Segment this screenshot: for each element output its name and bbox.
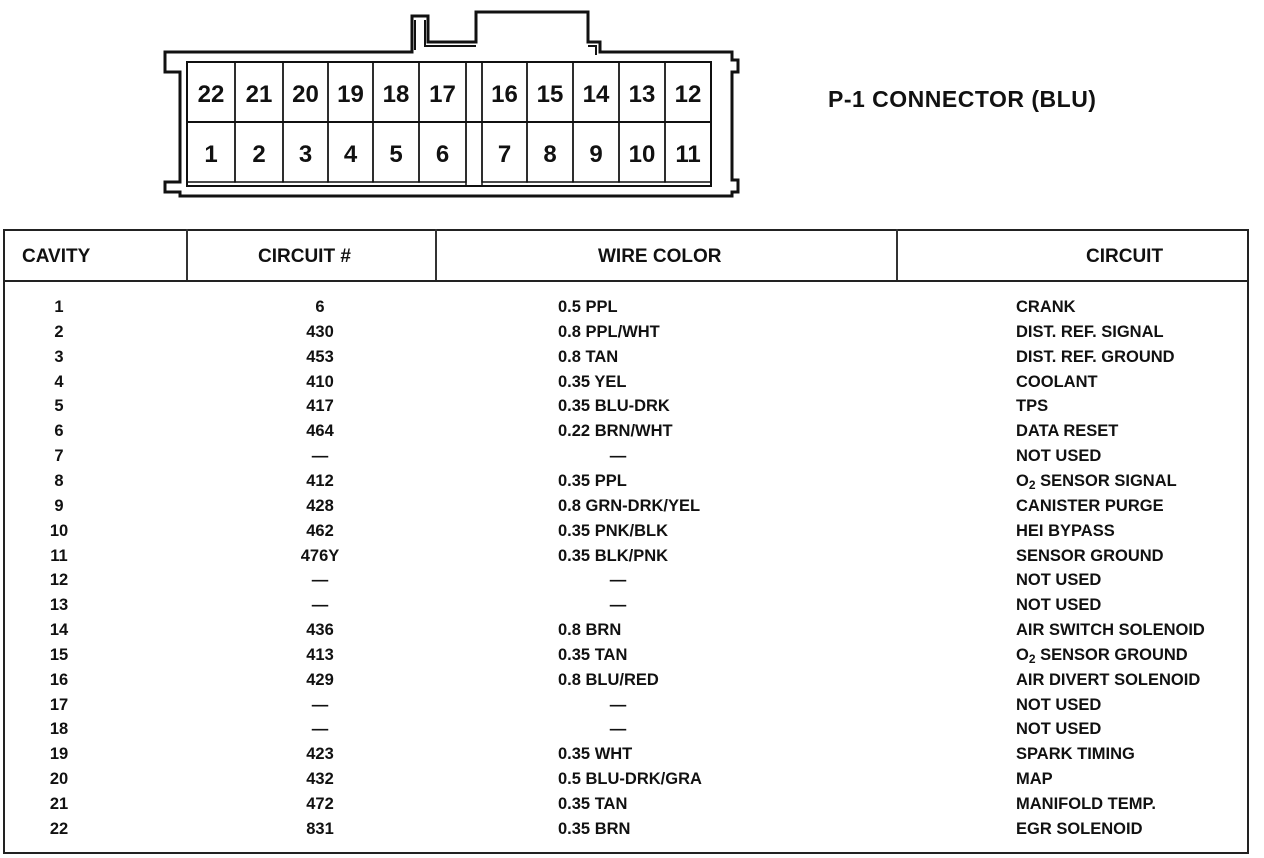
cell-circuit: SENSOR GROUND xyxy=(1016,546,1164,565)
cell-cavity: 15 xyxy=(49,645,69,664)
cell-cavity: 10 xyxy=(49,521,69,540)
table-row xyxy=(3,670,1249,695)
cell-cavity: 19 xyxy=(49,745,69,764)
header-circuit: CIRCUIT xyxy=(1086,246,1164,267)
table-row xyxy=(3,347,1249,372)
cell-circuit: TPS xyxy=(1016,397,1049,416)
cell-circuit-number: — xyxy=(311,447,329,466)
cell-circuit-number: 423 xyxy=(306,745,334,764)
cell-wire-color: 0.35 BRN xyxy=(558,819,631,838)
pin-number: 14 xyxy=(582,81,610,108)
pin-number: 6 xyxy=(435,141,450,168)
cell-wire-color: — xyxy=(609,695,627,714)
pin-number: 16 xyxy=(491,81,518,108)
pin-number: 5 xyxy=(389,141,403,168)
cell-circuit-number: 432 xyxy=(306,770,334,789)
table-row xyxy=(3,645,1249,670)
cell-circuit: HEI BYPASS xyxy=(1016,521,1115,540)
cell-wire-color: 0.35 PNK/BLK xyxy=(558,521,669,540)
cell-wire-color: 0.35 PPL xyxy=(558,471,627,490)
table-row xyxy=(3,521,1249,546)
table-row xyxy=(3,496,1249,521)
header-divider xyxy=(186,229,188,281)
cell-wire-color: 0.8 PPL/WHT xyxy=(558,322,660,341)
cell-circuit: SPARK TIMING xyxy=(1016,745,1135,764)
cell-circuit: EGR SOLENOID xyxy=(1016,819,1143,838)
pin-number: 18 xyxy=(382,81,410,108)
pin-number: 15 xyxy=(536,81,564,108)
cell-wire-color: 0.8 BLU/RED xyxy=(558,670,659,689)
table-row xyxy=(3,297,1249,322)
cell-circuit: MAP xyxy=(1016,770,1053,789)
table-row xyxy=(3,570,1249,595)
cell-wire-color: 0.35 TAN xyxy=(558,795,628,813)
cell-wire-color: — xyxy=(609,596,627,615)
cell-circuit-number: 476Y xyxy=(300,546,340,565)
cell-circuit-number: 412 xyxy=(306,471,334,490)
cell-circuit: NOT USED xyxy=(1016,720,1102,739)
cell-wire-color: 0.8 BRN xyxy=(558,621,622,640)
cell-wire-color: 0.35 YEL xyxy=(558,372,627,391)
pin-number: 21 xyxy=(245,81,273,108)
cell-wire-color: — xyxy=(609,571,627,590)
header-rule xyxy=(3,280,1249,282)
cell-circuit-number: — xyxy=(311,695,329,714)
pin-number: 19 xyxy=(337,81,364,108)
cell-cavity: 16 xyxy=(49,670,69,689)
cell-wire-color: — xyxy=(609,720,627,739)
cell-circuit-number: 831 xyxy=(306,819,334,838)
table-row xyxy=(3,595,1249,620)
table-row xyxy=(3,620,1249,645)
cell-cavity: 14 xyxy=(49,621,69,640)
cell-wire-color: 0.35 BLU-DRK xyxy=(558,397,670,416)
pin-number: 2 xyxy=(252,141,266,168)
cell-circuit-number: 430 xyxy=(306,322,334,341)
header-wire-color: WIRE COLOR xyxy=(598,246,722,267)
pin-number: 9 xyxy=(589,141,603,168)
pin-number: 11 xyxy=(675,141,701,168)
cell-circuit-number: — xyxy=(311,720,329,739)
pin-number: 13 xyxy=(628,81,656,108)
cell-circuit-number: 472 xyxy=(306,795,334,813)
pin-number: 1 xyxy=(204,141,218,168)
cell-wire-color: 0.35 BLK/PNK xyxy=(558,546,669,565)
cell-cavity: 9 xyxy=(54,496,64,515)
cell-circuit: DIST. REF. GROUND xyxy=(1016,347,1175,366)
connector-diagram xyxy=(0,0,760,205)
pin-number: 22 xyxy=(197,81,225,108)
table-row xyxy=(3,396,1249,421)
cell-cavity: 17 xyxy=(49,695,69,714)
cell-circuit: AIR SWITCH SOLENOID xyxy=(1016,621,1205,640)
header-divider xyxy=(435,229,437,281)
cell-circuit-number: 6 xyxy=(315,298,325,316)
header-circuit-number: CIRCUIT # xyxy=(258,246,351,267)
cell-circuit-number: 410 xyxy=(306,372,334,391)
table-row xyxy=(3,819,1249,844)
cell-wire-color: 0.22 BRN/WHT xyxy=(558,422,673,441)
cell-circuit-number: — xyxy=(311,596,329,615)
cell-circuit-number: 428 xyxy=(306,496,334,515)
cell-wire-color: — xyxy=(609,447,627,466)
cell-circuit: MANIFOLD TEMP. xyxy=(1016,795,1156,813)
cell-circuit-number: 413 xyxy=(306,645,334,664)
cell-circuit-number: 417 xyxy=(306,397,334,416)
cell-circuit-number: 429 xyxy=(306,670,334,689)
pin-number: 10 xyxy=(628,141,656,168)
header-cavity: CAVITY xyxy=(22,246,91,267)
cell-cavity: 6 xyxy=(54,422,64,441)
cell-cavity: 13 xyxy=(49,596,69,615)
cell-cavity: 1 xyxy=(54,298,64,316)
cell-circuit: DIST. REF. SIGNAL xyxy=(1016,322,1164,341)
cell-circuit: $O_2$ SENSOR GROUND xyxy=(1016,645,1188,666)
cell-circuit: NOT USED xyxy=(1016,695,1102,714)
header-divider xyxy=(896,229,898,281)
cell-wire-color: 0.5 BLU-DRK/GRA xyxy=(558,770,702,789)
pin-number: 3 xyxy=(298,141,313,168)
connector-title: P-1 CONNECTOR (BLU) xyxy=(828,86,1097,112)
connector-key-slot xyxy=(466,62,482,186)
table-row xyxy=(3,794,1249,819)
cell-circuit: CRANK xyxy=(1016,298,1076,316)
cell-circuit-number: 462 xyxy=(306,521,334,540)
table-row xyxy=(3,719,1249,744)
cell-cavity: 12 xyxy=(49,571,69,590)
cell-circuit: $O_2$ SENSOR SIGNAL xyxy=(1016,471,1177,492)
cell-cavity: 4 xyxy=(54,372,64,391)
pin-number: 4 xyxy=(343,141,358,168)
cell-cavity: 20 xyxy=(49,770,69,789)
table-row xyxy=(3,695,1249,720)
pin-number: 12 xyxy=(674,81,702,108)
cell-wire-color: 0.8 GRN-DRK/YEL xyxy=(558,496,701,515)
table-row xyxy=(3,546,1249,571)
table-row xyxy=(3,372,1249,397)
cell-circuit: COOLANT xyxy=(1016,372,1098,391)
table-row xyxy=(3,322,1249,347)
cell-cavity: 11 xyxy=(50,546,68,565)
pin-number: 20 xyxy=(292,81,319,108)
cell-cavity: 3 xyxy=(54,347,64,366)
cell-cavity: 2 xyxy=(54,322,64,341)
cell-circuit: NOT USED xyxy=(1016,447,1102,466)
cell-wire-color: 0.5 PPL xyxy=(558,298,618,316)
cell-circuit-number: 464 xyxy=(306,422,334,441)
cell-circuit: CANISTER PURGE xyxy=(1016,496,1164,515)
cell-cavity: 22 xyxy=(49,819,69,838)
cell-circuit: AIR DIVERT SOLENOID xyxy=(1016,670,1201,689)
table-row xyxy=(3,471,1249,496)
cell-circuit: NOT USED xyxy=(1016,596,1102,615)
cell-cavity: 7 xyxy=(54,447,64,466)
pin-number: 17 xyxy=(429,81,456,108)
cell-circuit-number: 453 xyxy=(306,347,334,366)
cell-circuit-number: 436 xyxy=(306,621,334,640)
cell-circuit: DATA RESET xyxy=(1016,422,1119,441)
table-row xyxy=(3,769,1249,794)
cell-circuit: NOT USED xyxy=(1016,571,1102,590)
cell-cavity: 5 xyxy=(54,397,64,416)
cell-wire-color: 0.35 TAN xyxy=(558,645,628,664)
cell-cavity: 18 xyxy=(49,720,69,739)
pin-number: 7 xyxy=(497,141,512,168)
cell-wire-color: 0.8 TAN xyxy=(558,347,619,366)
pin-number: 8 xyxy=(543,141,557,168)
table-row xyxy=(3,744,1249,769)
cell-cavity: 8 xyxy=(54,471,64,490)
table-row xyxy=(3,421,1249,446)
cell-wire-color: 0.35 WHT xyxy=(558,745,633,764)
cell-circuit-number: — xyxy=(311,571,329,590)
cell-cavity: 21 xyxy=(49,795,69,813)
table-row xyxy=(3,446,1249,471)
